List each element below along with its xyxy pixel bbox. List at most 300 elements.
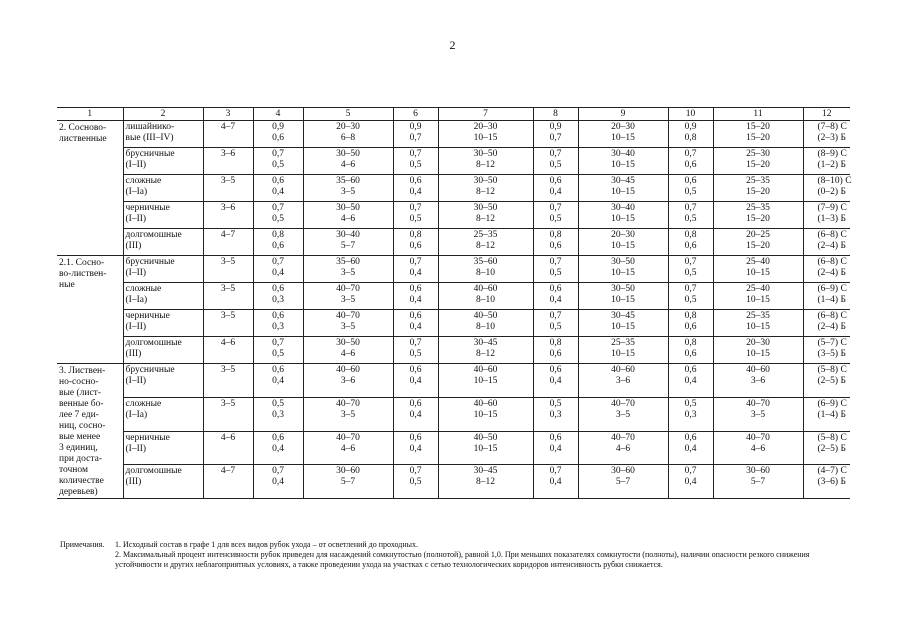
value-cell-9 [578, 256, 668, 283]
value-cell-3 [203, 148, 253, 175]
cell-value: 40–60 [746, 365, 770, 375]
cell-value: 0,7 [272, 257, 284, 267]
cell-value: 0,6 [409, 176, 422, 186]
cell-value: 0,7 [549, 257, 562, 267]
cell-value: 0,7 [409, 203, 422, 213]
table-row [57, 148, 850, 175]
value-cell-6 [393, 431, 438, 465]
cell-value: 3–5 [340, 295, 356, 305]
cell-value: 10–15 [611, 214, 635, 224]
value-cell-12 [803, 175, 850, 202]
value-cell-7 [438, 202, 533, 229]
cell-value: 8–10 [476, 295, 495, 305]
thinning-intensity-table [57, 107, 850, 499]
column-header-1: 1 [57, 108, 123, 121]
cell-value: 0,6 [272, 311, 284, 321]
cell-value: (6–9) С [817, 284, 847, 294]
value-cell-5 [303, 337, 393, 364]
value-cell-4 [253, 397, 303, 431]
value-cell-3 [203, 337, 253, 364]
cell-value: (1–2) Б [817, 160, 846, 170]
cell-value: 0,8 [684, 338, 697, 348]
cell-value: (5–7) С [817, 338, 847, 348]
value-cell-11 [713, 121, 803, 148]
cell-value: 30–45 [473, 338, 498, 348]
cell-value: (6–9) С [817, 398, 847, 409]
cell-value: 0,8 [549, 338, 562, 348]
value-cell-12 [803, 256, 850, 283]
value-cell-12 [803, 310, 850, 337]
cell-value: 10–15 [746, 349, 770, 359]
cell-value: сложные [125, 398, 162, 409]
value-cell-7 [438, 310, 533, 337]
cell-value: 0,6 [684, 241, 697, 251]
value-cell-7 [438, 229, 533, 256]
column-header-6: 6 [393, 108, 438, 121]
cell-value: 0,5 [409, 214, 422, 224]
cell-value: 0,5 [272, 349, 284, 359]
cell-value: 0,4 [549, 477, 562, 488]
cell-value: 4–7 [220, 466, 236, 477]
cell-value: 0,7 [409, 149, 422, 159]
column-header-4: 4 [253, 108, 303, 121]
value-cell-9 [578, 310, 668, 337]
group-name-line: вые (лист- [59, 388, 101, 398]
cell-value: 10–15 [746, 295, 770, 305]
forest-type-cell [123, 229, 203, 256]
value-cell-8 [533, 229, 578, 256]
value-cell-10 [668, 337, 713, 364]
cell-value: 8–12 [476, 477, 495, 488]
cell-value: 0,6 [409, 365, 422, 375]
column-header-2: 2 [123, 108, 203, 121]
cell-value: 0,5 [272, 160, 284, 170]
cell-value: черничные [125, 432, 170, 443]
cell-value: 0,6 [549, 432, 562, 443]
value-cell-3 [203, 256, 253, 283]
value-cell-12 [803, 202, 850, 229]
cell-value: 0,8 [684, 230, 697, 240]
cell-value: (2–5) Б [817, 443, 846, 454]
group-name-line: 3. Листвен- [59, 366, 106, 376]
cell-value: 30–60 [746, 466, 770, 477]
cell-value: 4–6 [340, 160, 356, 170]
value-cell-4 [253, 465, 303, 499]
value-cell-5 [303, 229, 393, 256]
cell-value: 0,4 [409, 268, 422, 278]
value-cell-6 [393, 229, 438, 256]
cell-value: 4–6 [340, 349, 356, 359]
forest-type-cell [123, 256, 203, 283]
table-row [57, 175, 850, 202]
value-cell-6 [393, 121, 438, 148]
cell-value: 0,7 [409, 338, 422, 348]
cell-value: 0,8 [684, 311, 697, 321]
cell-value: 0,7 [409, 133, 422, 143]
value-cell-6 [393, 465, 438, 499]
value-cell-10 [668, 175, 713, 202]
cell-value: 0,6 [272, 176, 284, 186]
value-cell-3 [203, 202, 253, 229]
cell-value: (I–II) [125, 160, 147, 170]
cell-value: 25–35 [746, 203, 770, 213]
value-cell-11 [713, 431, 803, 465]
value-cell-5 [303, 431, 393, 465]
value-cell-4 [253, 121, 303, 148]
value-cell-12 [803, 431, 850, 465]
value-cell-9 [578, 431, 668, 465]
cell-value: 25–35 [611, 338, 635, 348]
value-cell-9 [578, 148, 668, 175]
cell-value: 40–70 [746, 398, 770, 409]
cell-value: 0,5 [549, 398, 562, 409]
value-cell-4 [253, 364, 303, 398]
cell-value: (I–II) [125, 322, 147, 332]
cell-value: 0,7 [684, 149, 697, 159]
value-cell-6 [393, 310, 438, 337]
cell-value: 15–20 [746, 133, 770, 143]
value-cell-6 [393, 175, 438, 202]
cell-value: (4–7) С [817, 466, 847, 477]
cell-value: 0,4 [549, 295, 562, 305]
cell-value: 0,9 [549, 122, 562, 132]
group-name-line: лее 7 еди- [59, 410, 99, 420]
cell-value: 0,8 [684, 133, 697, 143]
value-cell-11 [713, 310, 803, 337]
forest-group-name [57, 121, 123, 256]
table-row [57, 256, 850, 283]
cell-value: 0,6 [549, 284, 562, 294]
cell-value: 30–45 [473, 466, 498, 477]
note-item: 2. Максимальный процент интенсивности рубок приведен для насаждений сомкнутостью (полнотой), равной 1,0. При меньших показателях сомкнутости (полноты), наличии опасности резкого снижения устойчивости и других неблагоприятных условиях, а также проведении ухода на участках с сетью технологических коридоров интенсивность рубки снижается. [115, 550, 810, 569]
value-cell-11 [713, 337, 803, 364]
value-cell-10 [668, 148, 713, 175]
cell-value: 0,4 [272, 477, 284, 488]
value-cell-10 [668, 431, 713, 465]
cell-value: 3–6 [340, 376, 356, 386]
cell-value: 0,4 [684, 376, 697, 386]
cell-value: 40–60 [336, 365, 360, 375]
cell-value: (8–9) С [817, 149, 847, 159]
cell-value: 3–6 [750, 376, 766, 386]
cell-value: 0,7 [272, 203, 284, 213]
value-cell-12 [803, 283, 850, 310]
cell-value: 3–5 [220, 365, 236, 375]
cell-value: 0,4 [409, 443, 422, 454]
cell-value: 0,6 [684, 176, 697, 186]
value-cell-5 [303, 148, 393, 175]
cell-value: 4–7 [220, 122, 236, 132]
cell-value: 30–40 [336, 230, 360, 240]
value-cell-9 [578, 364, 668, 398]
cell-value: 20–25 [746, 230, 770, 240]
cell-value: 0,4 [272, 268, 284, 278]
value-cell-4 [253, 310, 303, 337]
table-row [57, 121, 850, 148]
cell-value: 0,7 [684, 203, 697, 213]
group-name-line: при доста- [59, 454, 102, 464]
value-cell-3 [203, 175, 253, 202]
value-cell-9 [578, 229, 668, 256]
cell-value: 15–20 [746, 187, 770, 197]
cell-value: 0,8 [409, 230, 422, 240]
cell-value: 40–70 [336, 398, 360, 409]
cell-value: 0,9 [684, 122, 697, 132]
forest-type-cell [123, 431, 203, 465]
cell-value: 30–50 [611, 284, 635, 294]
group-name-line: 2.1. Сосно- [59, 258, 105, 268]
value-cell-5 [303, 283, 393, 310]
cell-value: 0,5 [549, 214, 562, 224]
cell-value: (1–3) Б [817, 214, 846, 224]
cell-value: (1–4) Б [817, 295, 846, 305]
cell-value: 25–35 [746, 176, 770, 186]
cell-value: 0,5 [272, 214, 284, 224]
cell-value: 3–5 [340, 409, 356, 420]
cell-value: 8–12 [476, 214, 495, 224]
cell-value: 0,5 [684, 214, 697, 224]
cell-value: 0,5 [549, 322, 562, 332]
cell-value: 10–15 [746, 322, 770, 332]
value-cell-11 [713, 397, 803, 431]
cell-value: 0,7 [684, 257, 697, 267]
value-cell-8 [533, 283, 578, 310]
cell-value: 30–50 [473, 176, 498, 186]
cell-value: 0,6 [549, 241, 562, 251]
cell-value: 40–70 [611, 398, 635, 409]
cell-value: 0,6 [272, 284, 284, 294]
value-cell-9 [578, 465, 668, 499]
cell-value: 5–7 [615, 477, 631, 488]
value-cell-8 [533, 310, 578, 337]
value-cell-5 [303, 397, 393, 431]
cell-value: 0,3 [549, 409, 562, 420]
cell-value: 0,5 [409, 349, 422, 359]
table-row [57, 310, 850, 337]
table-row [57, 202, 850, 229]
table-row [57, 465, 850, 499]
value-cell-10 [668, 229, 713, 256]
value-cell-5 [303, 175, 393, 202]
value-cell-6 [393, 337, 438, 364]
value-cell-5 [303, 256, 393, 283]
cell-value: 0,4 [409, 322, 422, 332]
cell-value: (6–8) С [817, 257, 847, 267]
cell-value: 0,6 [684, 322, 697, 332]
cell-value: 8–12 [476, 349, 495, 359]
group-name-line: количестве [59, 476, 104, 486]
cell-value: 0,4 [684, 477, 697, 488]
cell-value: сложные [125, 176, 162, 186]
cell-value: 30–45 [611, 311, 635, 321]
cell-value: 30–50 [473, 149, 498, 159]
value-cell-10 [668, 310, 713, 337]
cell-value: 0,7 [409, 257, 422, 267]
group-name-line: 3 единиц, [59, 443, 98, 453]
cell-value: 30–50 [336, 149, 360, 159]
cell-value: 10–15 [611, 268, 635, 278]
cell-value: (3–6) Б [817, 477, 846, 488]
value-cell-6 [393, 202, 438, 229]
table-row [57, 364, 850, 398]
cell-value: 0,6 [409, 284, 422, 294]
value-cell-5 [303, 202, 393, 229]
cell-value: 40–60 [611, 365, 635, 375]
cell-value: (I–II) [125, 214, 147, 224]
cell-value: 20–30 [473, 122, 498, 132]
cell-value: (5–8) С [817, 432, 847, 443]
cell-value: 20–30 [611, 122, 635, 132]
cell-value: черничные [125, 203, 170, 213]
cell-value: 40–60 [473, 284, 498, 294]
cell-value: брусничные [125, 149, 175, 159]
cell-value: 0,4 [549, 376, 562, 386]
value-cell-6 [393, 283, 438, 310]
value-cell-10 [668, 397, 713, 431]
column-header-5: 5 [303, 108, 393, 121]
cell-value: долгомошные [125, 230, 182, 240]
value-cell-8 [533, 121, 578, 148]
value-cell-11 [713, 465, 803, 499]
value-cell-12 [803, 465, 850, 499]
cell-value: 0,3 [272, 295, 284, 305]
value-cell-3 [203, 465, 253, 499]
cell-value: 10–15 [611, 187, 635, 197]
value-cell-12 [803, 229, 850, 256]
value-cell-6 [393, 397, 438, 431]
value-cell-10 [668, 283, 713, 310]
value-cell-4 [253, 256, 303, 283]
cell-value: 25–40 [746, 257, 770, 267]
table-body [57, 121, 850, 499]
cell-value: 0,4 [272, 187, 284, 197]
value-cell-10 [668, 121, 713, 148]
cell-value: 20–30 [611, 230, 635, 240]
forest-type-cell [123, 148, 203, 175]
value-cell-10 [668, 364, 713, 398]
cell-value: 0,6 [549, 365, 562, 375]
cell-value: (3–5) Б [817, 349, 846, 359]
cell-value: 0,5 [549, 160, 562, 170]
cell-value: (5–8) С [817, 365, 847, 375]
cell-value: 0,7 [684, 466, 697, 477]
table-row [57, 397, 850, 431]
cell-value: 35–60 [336, 176, 360, 186]
forest-type-cell [123, 283, 203, 310]
cell-value: 0,4 [684, 443, 697, 454]
cell-value: 3–5 [220, 257, 236, 267]
cell-value: 40–70 [336, 284, 360, 294]
cell-value: 10–15 [611, 241, 635, 251]
value-cell-7 [438, 283, 533, 310]
cell-value: 3–5 [220, 311, 236, 321]
cell-value: 0,9 [409, 122, 422, 132]
value-cell-11 [713, 148, 803, 175]
forest-group-name [57, 256, 123, 364]
cell-value: 8–12 [476, 160, 495, 170]
cell-value: 4–6 [340, 443, 356, 454]
group-name-line: точном [59, 465, 88, 475]
cell-value: 6–8 [340, 133, 356, 143]
value-cell-7 [438, 465, 533, 499]
cell-value: 25–35 [746, 311, 770, 321]
forest-type-cell [123, 121, 203, 148]
cell-value: (I–II) [125, 443, 147, 454]
forest-type-cell [123, 337, 203, 364]
value-cell-5 [303, 310, 393, 337]
cell-value: 10–15 [611, 160, 635, 170]
cell-value: (2–4) Б [817, 322, 846, 332]
value-cell-12 [803, 397, 850, 431]
forest-type-cell [123, 310, 203, 337]
value-cell-11 [713, 175, 803, 202]
value-cell-10 [668, 256, 713, 283]
cell-value: 10–15 [611, 295, 635, 305]
column-header-7: 7 [438, 108, 533, 121]
cell-value: 0,5 [684, 187, 697, 197]
cell-value: 0,7 [272, 466, 284, 477]
cell-value: 0,6 [272, 133, 284, 143]
note-item: 1. Исходный состав в графе 1 для всех видов рубок ухода – от осветлений до проходных. [115, 540, 419, 549]
cell-value: 30–50 [611, 257, 635, 267]
group-name-line: ные [59, 280, 75, 290]
value-cell-4 [253, 283, 303, 310]
cell-value: 3–6 [220, 149, 236, 159]
cell-value: 0,9 [272, 122, 284, 132]
cell-value: 0,4 [272, 443, 284, 454]
value-cell-6 [393, 256, 438, 283]
cell-value: 30–40 [611, 203, 635, 213]
value-cell-4 [253, 175, 303, 202]
cell-value: 4–6 [615, 443, 631, 454]
cell-value: 0,6 [684, 365, 697, 375]
cell-value: сложные [125, 284, 162, 294]
cell-value: (III) [125, 241, 142, 251]
forest-type-cell [123, 397, 203, 431]
value-cell-12 [803, 337, 850, 364]
cell-value: 3–5 [615, 409, 631, 420]
cell-value: долгомошные [125, 338, 182, 348]
cell-value: 10–15 [473, 409, 498, 420]
table-row [57, 337, 850, 364]
cell-value: 8–12 [476, 187, 495, 197]
value-cell-9 [578, 202, 668, 229]
cell-value: 4–6 [750, 443, 766, 454]
cell-value: 3–5 [340, 187, 356, 197]
cell-value: (I–Ia) [125, 187, 148, 197]
value-cell-11 [713, 283, 803, 310]
cell-value: 5–7 [340, 477, 356, 488]
value-cell-12 [803, 148, 850, 175]
group-name-line: вые менее [59, 432, 101, 442]
cell-value: 10–15 [611, 133, 635, 143]
value-cell-10 [668, 465, 713, 499]
cell-value: (III) [125, 477, 142, 488]
cell-value: 15–20 [746, 241, 770, 251]
cell-value: 0,5 [684, 398, 697, 409]
cell-value: 0,4 [409, 187, 422, 197]
value-cell-11 [713, 229, 803, 256]
table-row [57, 283, 850, 310]
cell-value: 0,6 [549, 176, 562, 186]
cell-value: 0,6 [684, 160, 697, 170]
cell-value: (I–II) [125, 376, 147, 386]
cell-value: 4–6 [220, 432, 236, 443]
cell-value: 15–20 [746, 160, 770, 170]
cell-value: 4–6 [220, 338, 236, 348]
cell-value: (2–3) Б [817, 133, 846, 143]
table-header-row [57, 108, 850, 121]
